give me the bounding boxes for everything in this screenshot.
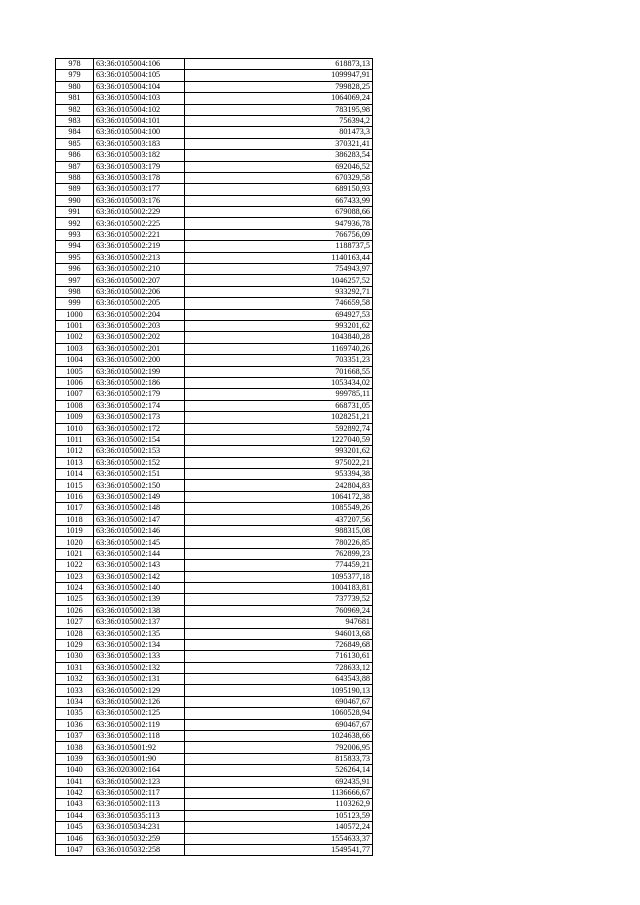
table-row xyxy=(56,241,373,252)
table-row xyxy=(56,696,373,707)
row-number-cell: 993 xyxy=(56,229,94,240)
row-number-cell: 1009 xyxy=(56,412,94,423)
cadastral-number-cell: 63:36:0105002:221 xyxy=(94,229,185,240)
table-row xyxy=(56,674,373,685)
cadastral-value-cell: 1140163,44 xyxy=(185,252,373,263)
cadastral-value-cell: 1103262,9 xyxy=(185,799,373,810)
cadastral-value-cell: 1549541,77 xyxy=(185,844,373,855)
cadastral-number-cell: 63:36:0105004:106 xyxy=(94,59,185,70)
row-number-cell: 1013 xyxy=(56,457,94,468)
cadastral-number-cell: 63:36:0105002:117 xyxy=(94,788,185,799)
table-row xyxy=(56,138,373,149)
cadastral-number-cell: 63:36:0105002:203 xyxy=(94,320,185,331)
cadastral-value-cell: 801473,3 xyxy=(185,127,373,138)
cadastral-number-cell: 63:36:0105002:173 xyxy=(94,412,185,423)
cadastral-value-cell: 1227040,59 xyxy=(185,434,373,445)
cadastral-value-cell: 679088,66 xyxy=(185,207,373,218)
cadastral-value-cell: 726849,68 xyxy=(185,639,373,650)
cadastral-value-cell: 1095190,13 xyxy=(185,685,373,696)
table-body xyxy=(56,59,373,856)
spreadsheet-page xyxy=(55,58,373,856)
table-row xyxy=(56,799,373,810)
row-number-cell: 1016 xyxy=(56,491,94,502)
row-number-cell: 1033 xyxy=(56,685,94,696)
cadastral-value-cell: 774459,21 xyxy=(185,560,373,571)
cadastral-number-cell: 63:36:0105002:199 xyxy=(94,366,185,377)
cadastral-number-cell: 63:36:0105002:147 xyxy=(94,514,185,525)
row-number-cell: 996 xyxy=(56,264,94,275)
table-row xyxy=(56,639,373,650)
cadastral-number-cell: 63:36:0105002:119 xyxy=(94,719,185,730)
row-number-cell: 1039 xyxy=(56,753,94,764)
table-row xyxy=(56,594,373,605)
row-number-cell: 1021 xyxy=(56,548,94,559)
table-row xyxy=(56,833,373,844)
table-row xyxy=(56,537,373,548)
table-row xyxy=(56,81,373,92)
row-number-cell: 980 xyxy=(56,81,94,92)
table-row xyxy=(56,742,373,753)
table-row xyxy=(56,753,373,764)
row-number-cell: 1019 xyxy=(56,526,94,537)
table-row xyxy=(56,264,373,275)
cadastral-number-cell: 63:36:0105002:179 xyxy=(94,389,185,400)
table-row xyxy=(56,161,373,172)
cadastral-number-cell: 63:36:0105004:105 xyxy=(94,70,185,81)
table-row xyxy=(56,434,373,445)
cadastral-number-cell: 63:36:0105002:154 xyxy=(94,434,185,445)
table-row xyxy=(56,115,373,126)
table-row xyxy=(56,355,373,366)
cadastral-number-cell: 63:36:0105032:258 xyxy=(94,844,185,855)
row-number-cell: 1012 xyxy=(56,446,94,457)
cadastral-number-cell: 63:36:0105002:186 xyxy=(94,377,185,388)
table-row xyxy=(56,286,373,297)
table-row xyxy=(56,651,373,662)
cadastral-value-table xyxy=(55,58,373,856)
cadastral-number-cell: 63:36:0105002:201 xyxy=(94,343,185,354)
row-number-cell: 1043 xyxy=(56,799,94,810)
cadastral-value-cell: 618873,13 xyxy=(185,59,373,70)
cadastral-value-cell: 783195,98 xyxy=(185,104,373,115)
row-number-cell: 987 xyxy=(56,161,94,172)
cadastral-number-cell: 63:36:0105003:179 xyxy=(94,161,185,172)
table-row xyxy=(56,582,373,593)
row-number-cell: 1014 xyxy=(56,469,94,480)
cadastral-number-cell: 63:36:0105002:146 xyxy=(94,526,185,537)
cadastral-value-cell: 1064172,38 xyxy=(185,491,373,502)
cadastral-number-cell: 63:36:0105003:178 xyxy=(94,172,185,183)
cadastral-value-cell: 746659,58 xyxy=(185,298,373,309)
cadastral-value-cell: 386283,54 xyxy=(185,150,373,161)
row-number-cell: 1002 xyxy=(56,332,94,343)
row-number-cell: 1040 xyxy=(56,765,94,776)
cadastral-number-cell: 63:36:0105002:153 xyxy=(94,446,185,457)
cadastral-value-cell: 1188737,5 xyxy=(185,241,373,252)
cadastral-number-cell: 63:36:0105002:144 xyxy=(94,548,185,559)
cadastral-number-cell: 63:36:0105004:100 xyxy=(94,127,185,138)
table-row xyxy=(56,172,373,183)
cadastral-value-cell: 1136666,67 xyxy=(185,788,373,799)
table-row xyxy=(56,320,373,331)
cadastral-value-cell: 993201,62 xyxy=(185,320,373,331)
row-number-cell: 1006 xyxy=(56,377,94,388)
row-number-cell: 1003 xyxy=(56,343,94,354)
cadastral-number-cell: 63:36:0105002:152 xyxy=(94,457,185,468)
cadastral-number-cell: 63:36:0105002:213 xyxy=(94,252,185,263)
row-number-cell: 989 xyxy=(56,184,94,195)
row-number-cell: 983 xyxy=(56,115,94,126)
table-row xyxy=(56,788,373,799)
cadastral-value-cell: 756394,2 xyxy=(185,115,373,126)
table-row xyxy=(56,275,373,286)
row-number-cell: 978 xyxy=(56,59,94,70)
row-number-cell: 1011 xyxy=(56,434,94,445)
table-row xyxy=(56,184,373,195)
table-row xyxy=(56,389,373,400)
row-number-cell: 997 xyxy=(56,275,94,286)
cadastral-value-cell: 953394,38 xyxy=(185,469,373,480)
row-number-cell: 1030 xyxy=(56,651,94,662)
cadastral-number-cell: 63:36:0105002:134 xyxy=(94,639,185,650)
table-row xyxy=(56,605,373,616)
cadastral-number-cell: 63:36:0105003:183 xyxy=(94,138,185,149)
cadastral-value-cell: 1554633,37 xyxy=(185,833,373,844)
table-row xyxy=(56,719,373,730)
table-row xyxy=(56,526,373,537)
cadastral-number-cell: 63:36:0105002:135 xyxy=(94,628,185,639)
cadastral-value-cell: 1028251,21 xyxy=(185,412,373,423)
cadastral-number-cell: 63:36:0105002:129 xyxy=(94,685,185,696)
cadastral-value-cell: 692435,91 xyxy=(185,776,373,787)
cadastral-number-cell: 63:36:0105002:125 xyxy=(94,708,185,719)
table-row xyxy=(56,628,373,639)
cadastral-number-cell: 63:36:0105002:219 xyxy=(94,241,185,252)
cadastral-value-cell: 993201,62 xyxy=(185,446,373,457)
cadastral-value-cell: 105123,59 xyxy=(185,810,373,821)
table-row xyxy=(56,776,373,787)
row-number-cell: 1032 xyxy=(56,674,94,685)
cadastral-number-cell: 63:36:0105004:102 xyxy=(94,104,185,115)
cadastral-number-cell: 63:36:0105002:132 xyxy=(94,662,185,673)
cadastral-value-cell: 754943,97 xyxy=(185,264,373,275)
table-row xyxy=(56,617,373,628)
cadastral-value-cell: 689150,93 xyxy=(185,184,373,195)
table-row xyxy=(56,150,373,161)
cadastral-number-cell: 63:36:0105002:148 xyxy=(94,503,185,514)
row-number-cell: 1020 xyxy=(56,537,94,548)
row-number-cell: 979 xyxy=(56,70,94,81)
table-row xyxy=(56,503,373,514)
row-number-cell: 1001 xyxy=(56,320,94,331)
row-number-cell: 1023 xyxy=(56,571,94,582)
table-row xyxy=(56,731,373,742)
cadastral-number-cell: 63:36:0105002:138 xyxy=(94,605,185,616)
cadastral-value-cell: 933292,71 xyxy=(185,286,373,297)
row-number-cell: 990 xyxy=(56,195,94,206)
table-row xyxy=(56,366,373,377)
cadastral-value-cell: 737739,52 xyxy=(185,594,373,605)
row-number-cell: 1017 xyxy=(56,503,94,514)
cadastral-value-cell: 140572,24 xyxy=(185,822,373,833)
row-number-cell: 1041 xyxy=(56,776,94,787)
cadastral-number-cell: 63:36:0105035:113 xyxy=(94,810,185,821)
row-number-cell: 1028 xyxy=(56,628,94,639)
table-row xyxy=(56,93,373,104)
row-number-cell: 1004 xyxy=(56,355,94,366)
table-row xyxy=(56,70,373,81)
table-row xyxy=(56,423,373,434)
row-number-cell: 982 xyxy=(56,104,94,115)
cadastral-value-cell: 690467,67 xyxy=(185,696,373,707)
row-number-cell: 1007 xyxy=(56,389,94,400)
cadastral-number-cell: 63:36:0105001:90 xyxy=(94,753,185,764)
row-number-cell: 998 xyxy=(56,286,94,297)
cadastral-value-cell: 703351,23 xyxy=(185,355,373,366)
table-row xyxy=(56,104,373,115)
cadastral-number-cell: 63:36:0105002:150 xyxy=(94,480,185,491)
cadastral-value-cell: 1043840,28 xyxy=(185,332,373,343)
row-number-cell: 1015 xyxy=(56,480,94,491)
cadastral-value-cell: 815833,73 xyxy=(185,753,373,764)
cadastral-number-cell: 63:36:0105002:126 xyxy=(94,696,185,707)
cadastral-number-cell: 63:36:0105002:202 xyxy=(94,332,185,343)
cadastral-number-cell: 63:36:0105002:140 xyxy=(94,582,185,593)
cadastral-number-cell: 63:36:0105002:139 xyxy=(94,594,185,605)
row-number-cell: 1035 xyxy=(56,708,94,719)
row-number-cell: 984 xyxy=(56,127,94,138)
cadastral-value-cell: 946013,68 xyxy=(185,628,373,639)
cadastral-number-cell: 63:36:0105002:204 xyxy=(94,309,185,320)
table-row xyxy=(56,844,373,855)
cadastral-number-cell: 63:36:0203002:164 xyxy=(94,765,185,776)
row-number-cell: 1027 xyxy=(56,617,94,628)
cadastral-value-cell: 694927,53 xyxy=(185,309,373,320)
table-row xyxy=(56,252,373,263)
table-row xyxy=(56,400,373,411)
row-number-cell: 981 xyxy=(56,93,94,104)
cadastral-number-cell: 63:36:0105002:118 xyxy=(94,731,185,742)
cadastral-number-cell: 63:36:0105002:225 xyxy=(94,218,185,229)
cadastral-number-cell: 63:36:0105002:133 xyxy=(94,651,185,662)
cadastral-value-cell: 670329,58 xyxy=(185,172,373,183)
table-row xyxy=(56,446,373,457)
cadastral-value-cell: 799828,25 xyxy=(185,81,373,92)
cadastral-number-cell: 63:36:0105002:113 xyxy=(94,799,185,810)
cadastral-number-cell: 63:36:0105002:145 xyxy=(94,537,185,548)
cadastral-number-cell: 63:36:0105004:103 xyxy=(94,93,185,104)
cadastral-value-cell: 728633,12 xyxy=(185,662,373,673)
cadastral-number-cell: 63:36:0105002:142 xyxy=(94,571,185,582)
table-row xyxy=(56,332,373,343)
cadastral-value-cell: 1095377,18 xyxy=(185,571,373,582)
table-row xyxy=(56,765,373,776)
row-number-cell: 1034 xyxy=(56,696,94,707)
row-number-cell: 1010 xyxy=(56,423,94,434)
cadastral-number-cell: 63:36:0105002:174 xyxy=(94,400,185,411)
cadastral-value-cell: 692046,52 xyxy=(185,161,373,172)
table-row xyxy=(56,207,373,218)
cadastral-value-cell: 1053434,02 xyxy=(185,377,373,388)
cadastral-number-cell: 63:36:0105001:92 xyxy=(94,742,185,753)
cadastral-value-cell: 690467,67 xyxy=(185,719,373,730)
cadastral-number-cell: 63:36:0105004:104 xyxy=(94,81,185,92)
row-number-cell: 1042 xyxy=(56,788,94,799)
cadastral-value-cell: 792006,95 xyxy=(185,742,373,753)
cadastral-number-cell: 63:36:0105003:176 xyxy=(94,195,185,206)
cadastral-value-cell: 643543,88 xyxy=(185,674,373,685)
table-row xyxy=(56,548,373,559)
cadastral-number-cell: 63:36:0105002:210 xyxy=(94,264,185,275)
row-number-cell: 1031 xyxy=(56,662,94,673)
table-row xyxy=(56,480,373,491)
cadastral-value-cell: 947681 xyxy=(185,617,373,628)
table-row xyxy=(56,662,373,673)
row-number-cell: 992 xyxy=(56,218,94,229)
row-number-cell: 1008 xyxy=(56,400,94,411)
row-number-cell: 1029 xyxy=(56,639,94,650)
row-number-cell: 1005 xyxy=(56,366,94,377)
table-row xyxy=(56,457,373,468)
table-row xyxy=(56,491,373,502)
table-row xyxy=(56,708,373,719)
row-number-cell: 1037 xyxy=(56,731,94,742)
cadastral-value-cell: 947936,78 xyxy=(185,218,373,229)
cadastral-value-cell: 1004183,81 xyxy=(185,582,373,593)
cadastral-value-cell: 1060528,94 xyxy=(185,708,373,719)
table-row xyxy=(56,412,373,423)
cadastral-value-cell: 370321,41 xyxy=(185,138,373,149)
row-number-cell: 988 xyxy=(56,172,94,183)
cadastral-number-cell: 63:36:0105002:200 xyxy=(94,355,185,366)
row-number-cell: 1045 xyxy=(56,822,94,833)
row-number-cell: 1000 xyxy=(56,309,94,320)
cadastral-number-cell: 63:36:0105002:149 xyxy=(94,491,185,502)
cadastral-number-cell: 63:36:0105002:151 xyxy=(94,469,185,480)
cadastral-value-cell: 1064069,24 xyxy=(185,93,373,104)
cadastral-value-cell: 526264,14 xyxy=(185,765,373,776)
table-row xyxy=(56,822,373,833)
row-number-cell: 985 xyxy=(56,138,94,149)
cadastral-value-cell: 437207,56 xyxy=(185,514,373,525)
cadastral-value-cell: 766756,09 xyxy=(185,229,373,240)
cadastral-number-cell: 63:36:0105003:177 xyxy=(94,184,185,195)
cadastral-value-cell: 988315,08 xyxy=(185,526,373,537)
table-row xyxy=(56,685,373,696)
table-row xyxy=(56,195,373,206)
row-number-cell: 991 xyxy=(56,207,94,218)
table-row xyxy=(56,377,373,388)
cadastral-number-cell: 63:36:0105034:231 xyxy=(94,822,185,833)
row-number-cell: 1038 xyxy=(56,742,94,753)
cadastral-value-cell: 667433,99 xyxy=(185,195,373,206)
table-row xyxy=(56,298,373,309)
cadastral-value-cell: 1085549,26 xyxy=(185,503,373,514)
cadastral-value-cell: 1024638,66 xyxy=(185,731,373,742)
row-number-cell: 1026 xyxy=(56,605,94,616)
cadastral-value-cell: 592892,74 xyxy=(185,423,373,434)
cadastral-value-cell: 1169740,26 xyxy=(185,343,373,354)
cadastral-number-cell: 63:36:0105002:229 xyxy=(94,207,185,218)
cadastral-value-cell: 1099947,91 xyxy=(185,70,373,81)
table-row xyxy=(56,59,373,70)
table-row xyxy=(56,127,373,138)
table-row xyxy=(56,810,373,821)
row-number-cell: 1018 xyxy=(56,514,94,525)
table-row xyxy=(56,469,373,480)
row-number-cell: 994 xyxy=(56,241,94,252)
cadastral-number-cell: 63:36:0105002:123 xyxy=(94,776,185,787)
cadastral-number-cell: 63:36:0105002:131 xyxy=(94,674,185,685)
cadastral-number-cell: 63:36:0105032:259 xyxy=(94,833,185,844)
cadastral-value-cell: 701668,55 xyxy=(185,366,373,377)
table-row xyxy=(56,343,373,354)
row-number-cell: 1047 xyxy=(56,844,94,855)
cadastral-number-cell: 63:36:0105002:137 xyxy=(94,617,185,628)
table-row xyxy=(56,571,373,582)
cadastral-value-cell: 716130,61 xyxy=(185,651,373,662)
cadastral-value-cell: 1046257,52 xyxy=(185,275,373,286)
cadastral-value-cell: 668731,05 xyxy=(185,400,373,411)
table-row xyxy=(56,218,373,229)
table-row xyxy=(56,229,373,240)
cadastral-number-cell: 63:36:0105002:207 xyxy=(94,275,185,286)
table-row xyxy=(56,309,373,320)
cadastral-value-cell: 780226,85 xyxy=(185,537,373,548)
table-row xyxy=(56,560,373,571)
cadastral-number-cell: 63:36:0105003:182 xyxy=(94,150,185,161)
row-number-cell: 999 xyxy=(56,298,94,309)
cadastral-number-cell: 63:36:0105004:101 xyxy=(94,115,185,126)
row-number-cell: 995 xyxy=(56,252,94,263)
cadastral-value-cell: 999785,11 xyxy=(185,389,373,400)
row-number-cell: 1044 xyxy=(56,810,94,821)
cadastral-value-cell: 762899,23 xyxy=(185,548,373,559)
cadastral-number-cell: 63:36:0105002:143 xyxy=(94,560,185,571)
cadastral-value-cell: 760969,24 xyxy=(185,605,373,616)
table-row xyxy=(56,514,373,525)
cadastral-value-cell: 975022,21 xyxy=(185,457,373,468)
row-number-cell: 1025 xyxy=(56,594,94,605)
cadastral-number-cell: 63:36:0105002:172 xyxy=(94,423,185,434)
row-number-cell: 986 xyxy=(56,150,94,161)
row-number-cell: 1022 xyxy=(56,560,94,571)
row-number-cell: 1024 xyxy=(56,582,94,593)
cadastral-number-cell: 63:36:0105002:206 xyxy=(94,286,185,297)
row-number-cell: 1036 xyxy=(56,719,94,730)
cadastral-number-cell: 63:36:0105002:205 xyxy=(94,298,185,309)
row-number-cell: 1046 xyxy=(56,833,94,844)
cadastral-value-cell: 242804,83 xyxy=(185,480,373,491)
